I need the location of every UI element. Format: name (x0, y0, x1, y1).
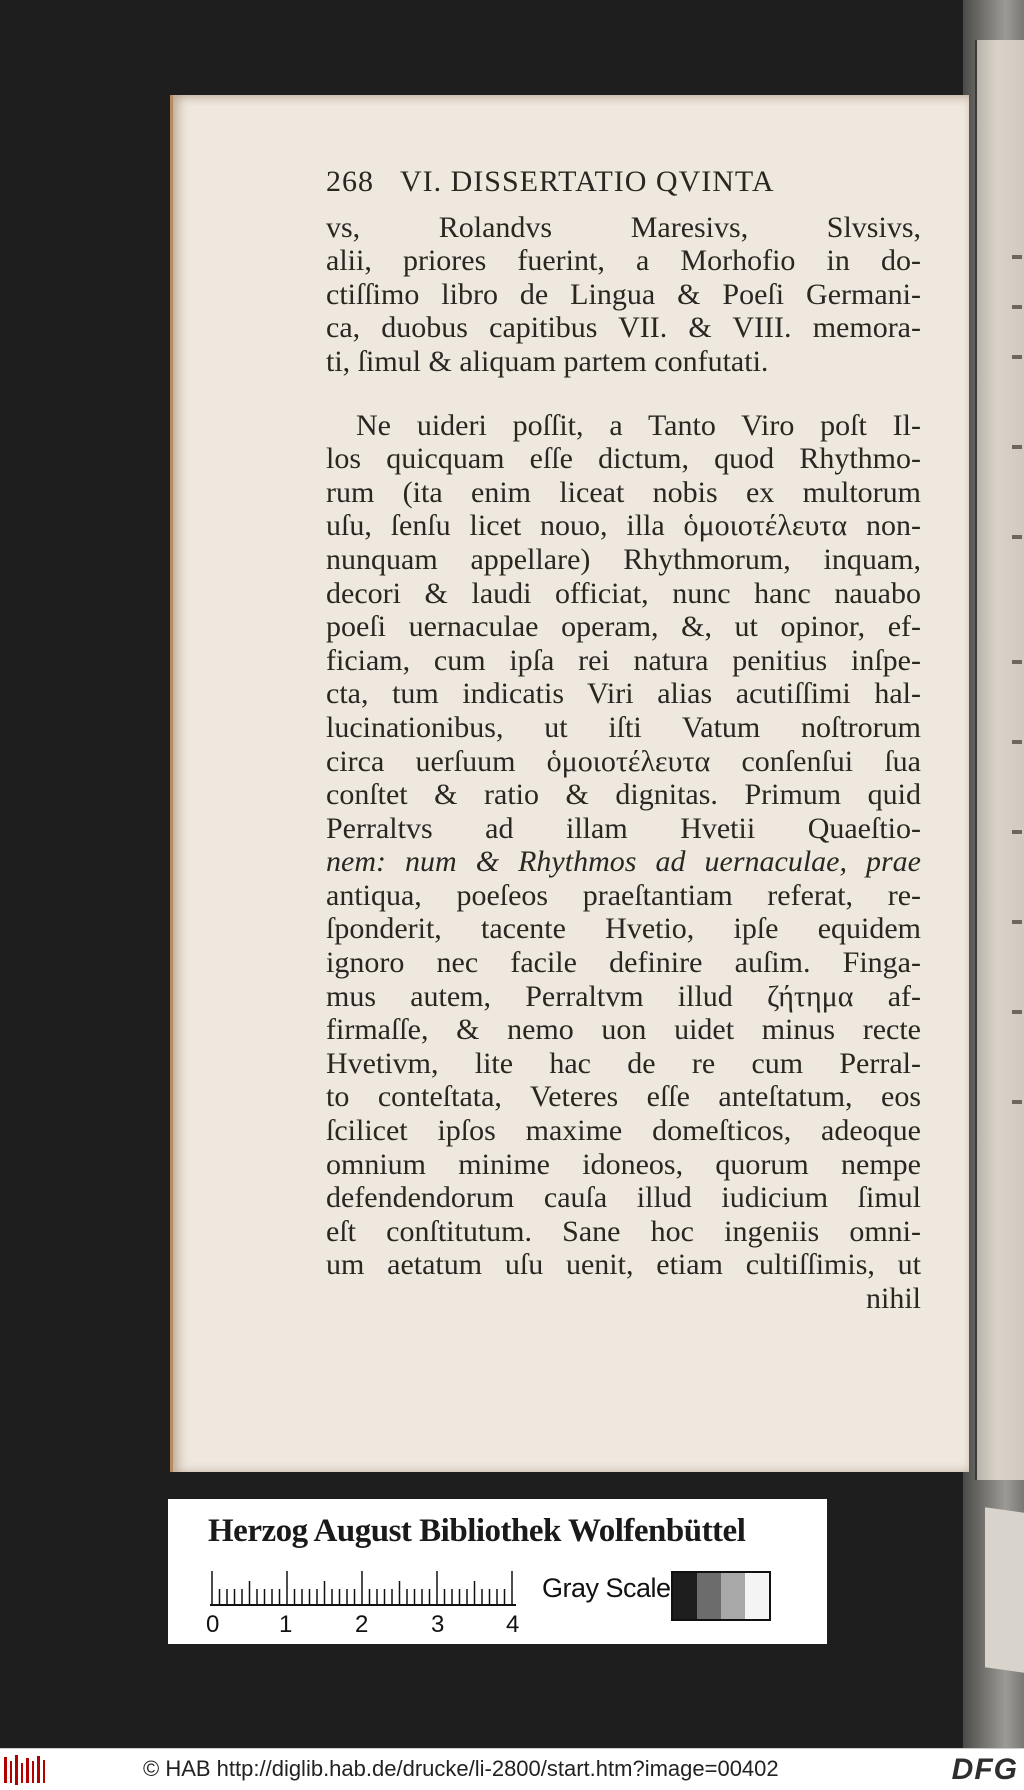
text-line: cta, tum indicatis Viri alias acutiſſimi hal- (326, 677, 921, 711)
ruler-label: 1 (279, 1611, 293, 1638)
dfg-logo: DFG (951, 1753, 1018, 1786)
text-line: alii, priores fuerint, a Morhofio in do- (326, 244, 921, 278)
text-line: decori & laudi officiat, nunc hanc nauabo (326, 576, 921, 610)
text-line: ti, ſimul & aliquam partem confutati. (326, 344, 769, 378)
text-line: Hvetivm, lite hac de re cum Perral- (326, 1046, 921, 1080)
text-line: ca, duobus capitibus VII. & VIII. memora- (326, 311, 921, 345)
text-line: ctiſſimo libro de Lingua & Poeſi Germani- (326, 277, 921, 311)
grayscale-swatches (671, 1571, 771, 1621)
text-line: nunquam appellare) Rhythmorum, inquam, (326, 542, 921, 576)
text-line: los quicquam eſſe dictum, quod Rhythmo- (326, 442, 921, 476)
source-link[interactable]: © HAB http://diglib.hab.de/drucke/li-2800/start.htm?image=00402 (143, 1756, 779, 1781)
text-line: conſtet & ratio & dignitas. Primum quid (326, 778, 921, 812)
swatch (673, 1573, 697, 1619)
text-line: ſponderit, tacente Hvetio, ipſe equidem (326, 912, 921, 946)
text-line: ignoro nec facile definire auſim. Finga- (326, 946, 921, 980)
grayscale-label: Gray Scale (542, 1573, 671, 1603)
text-line: circa uerſuum ὁμοιοτέλευτα conſenſui ſua (326, 744, 921, 778)
ruler-label: 3 (431, 1611, 445, 1638)
text-line: omnium minime idoneos, quorum nempe (326, 1147, 921, 1181)
text-line: to conteſtata, Veteres eſſe anteſtatum, eos (326, 1080, 921, 1114)
text-line: lucinationibus, ut iſti Vatum noſtrorum (326, 710, 921, 744)
page-text-block (326, 165, 921, 1316)
text-line: uſu, ſenſu licet nouo, illa ὁμοιοτέλευτα non- (326, 509, 921, 543)
ruler-label: 4 (506, 1611, 520, 1638)
text-line: Ne uideri poſſit, a Tanto Viro poſt Il- (356, 408, 921, 442)
ruler-label: 2 (355, 1611, 369, 1638)
text-line: vs, Rolandvs Maresivs, Slvsivs, (326, 210, 921, 244)
swatch (697, 1573, 721, 1619)
text-line: Perraltvs ad illam Hvetii Quaeſtio- (326, 811, 921, 845)
library-name: Herzog August Bibliothek Wolfenbüttel (208, 1513, 746, 1549)
running-head (326, 165, 921, 199)
footer-bar (0, 1748, 1024, 1790)
scan-calibration-card (168, 1499, 827, 1644)
text-line: eſt conſtitutum. Sane hoc ingeniis omni- (326, 1214, 921, 1248)
ruler-label: 0 (206, 1611, 220, 1638)
barcode-icon (4, 1755, 48, 1785)
text-line: mus autem, Perraltvm illud ζήτημα af- (326, 979, 921, 1013)
text-line: ſcilicet ipſos maxime domeſticos, adeoque (326, 1114, 921, 1148)
text-line: um aetatum uſu uenit, etiam cultiſſimis, ut (326, 1248, 921, 1282)
text-line: defendendorum cauſa illud iudicium ſimul (326, 1181, 921, 1215)
swatch (721, 1573, 745, 1619)
page-number: 268 (326, 165, 374, 198)
text-line: poeſi uernaculae operam, &, ut opinor, ef- (326, 610, 921, 644)
text-line: rum (ita enim liceat nobis ex multorum (326, 475, 921, 509)
running-title: VI. DISSERTATIO QVINTA (399, 165, 775, 198)
ruler-labels (206, 1611, 526, 1639)
text-line: firmaſſe, & nemo uon uidet minus recte (326, 1013, 921, 1047)
book-page (170, 95, 969, 1472)
text-line: ficiam, cum ipſa rei natura penitius inſpe- (326, 643, 921, 677)
measurement-ruler (208, 1569, 518, 1609)
neighbor-page-strip (975, 40, 1024, 1480)
text-line: nem: num & Rhythmos ad uernaculae, prae (326, 845, 921, 879)
text-lines (326, 211, 921, 1316)
text-line: antiqua, poeſeos praeſtantiam referat, re- (326, 878, 921, 912)
paragraph-gap (326, 379, 921, 409)
catchword: nihil (865, 1282, 921, 1315)
neighbor-page-fragment (985, 1507, 1024, 1672)
swatch (745, 1573, 769, 1619)
